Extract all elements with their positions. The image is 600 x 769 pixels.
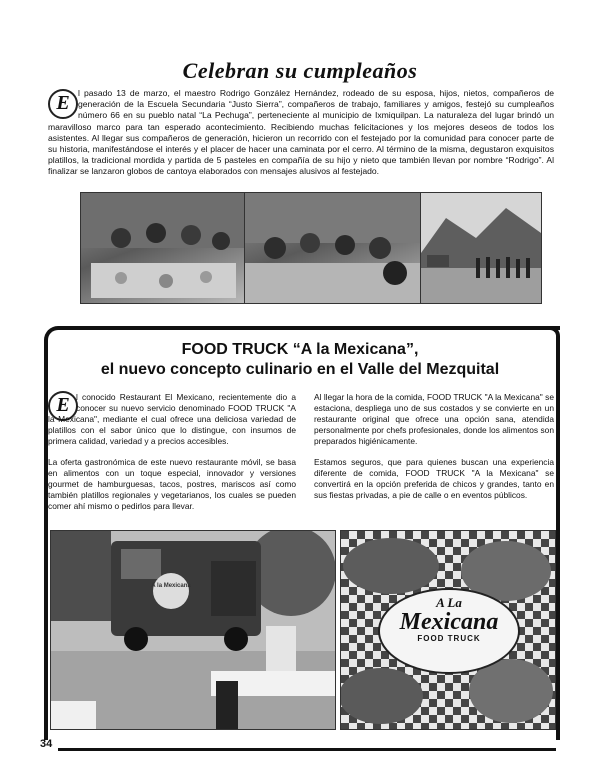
mexicana-logo	[381, 596, 517, 644]
article2-right-p1: Al llegar la hora de la comida, FOOD TRUCK "A la Mexicana" se estaciona, despliega uno de sus costados y se convierte en un restaurante original que ofrece una opción sana, atendida personalmente por chefs profesionales, donde los alimentos son preparados higiénicamente.	[314, 392, 554, 446]
guests-photo	[244, 192, 421, 304]
article2-left-p2: La oferta gastronómica de este nuevo restaurante móvil, se basa en alimentos con un toque especial, innovador y versiones gourmet de hamburguesas, tacos, postres, mariscos así como también platillos regionales y vegetarianos, los cuales se pueden comer ahí mismo o pedirlos para llevar.	[48, 457, 296, 511]
dropcap-spacer	[48, 392, 76, 414]
article2-right-column	[314, 392, 554, 511]
article1-title: Celebran su cumpleaños	[182, 58, 418, 83]
birthday-table-photo	[80, 192, 245, 304]
logo-line2: Mexicana	[399, 609, 499, 635]
article2-left-p1-text: l conocido Restaurant El Mexicano, recientemente dio a conocer su nuevo servicio denominado FOOD TRUCK "A la Mexicana", mediante el cual ofrece una deliciosa variedad de platillos con el sabor único que lo distingue, con insumos de primera calidad, variedad y a precios accesibles.	[48, 392, 296, 446]
logo-line3: FOOD TRUCK	[417, 634, 481, 643]
hill-group-photo-art	[421, 193, 541, 303]
food-truck-photo-art	[51, 531, 335, 729]
page-number: 34	[40, 738, 53, 750]
hill-group-photo	[420, 192, 542, 304]
article1-text: l pasado 13 de marzo, el maestro Rodrigo González Hernández, rodeado de su esposa, hijos, nietos, compañeros de generación de la Escuela Secundaria “Justo Sierra”, compañeros de trabajo, familiares y amigos, festejó su cumpleaños número 66 en su pueblo natal “La Pechuga”, perteneciente al municipio de Ixmiquilpan. La naturaleza del lugar brindó un maravilloso marco para tan esperado acontecimiento. Recibiendo muchas felicitaciones y los mejores deseos de todos los asistentes. Al llegar sus compañeros de generación, hicieron un recorrido con el festejado por la comunidad para conocer parte de su historia, manifestándose el interés y el placer de hacer una caminata por el cerro. Al término de la misma, degustaron exquisitos platillos, la tradicional mordida y partida de 5 pasteles en compañía de su hijo y nieto que también llevan por nombre “Rodrigo”. Al finalizar se lanzaron globos de cantoya elaborados con mensajes alusivos al festejado.	[48, 88, 554, 177]
article2-dropcap: E	[48, 391, 78, 421]
food-collage-photo	[340, 530, 556, 730]
article2-right-p2: Estamos seguros, que para quienes buscan una experiencia diferente de comida, FOOD TRUCK "A la Mexicana" se convertirá en la opción preferida de chicos y grandes, tanto en sus fiestas privadas, a pie de calle o en eventos públicos.	[314, 457, 554, 500]
article2-left-column	[48, 392, 296, 522]
bottom-rule	[58, 748, 556, 751]
article2-title-line2: el nuevo concepto culinario en el Valle del Mezquital	[100, 361, 500, 378]
dropcap-spacer	[48, 88, 78, 112]
article2-left-p1	[48, 392, 296, 447]
birthday-table-photo-art	[81, 193, 244, 303]
article2-title-line1: FOOD TRUCK “A la Mexicana”,	[181, 341, 419, 358]
truck-sign: A la Mexicana	[151, 583, 191, 589]
logo-line1: A La	[436, 595, 462, 610]
article1-dropcap: E	[48, 89, 78, 119]
guests-photo-art	[245, 193, 420, 303]
article2-title	[60, 340, 540, 380]
food-truck-photo	[50, 530, 336, 730]
article1-body	[48, 88, 554, 178]
